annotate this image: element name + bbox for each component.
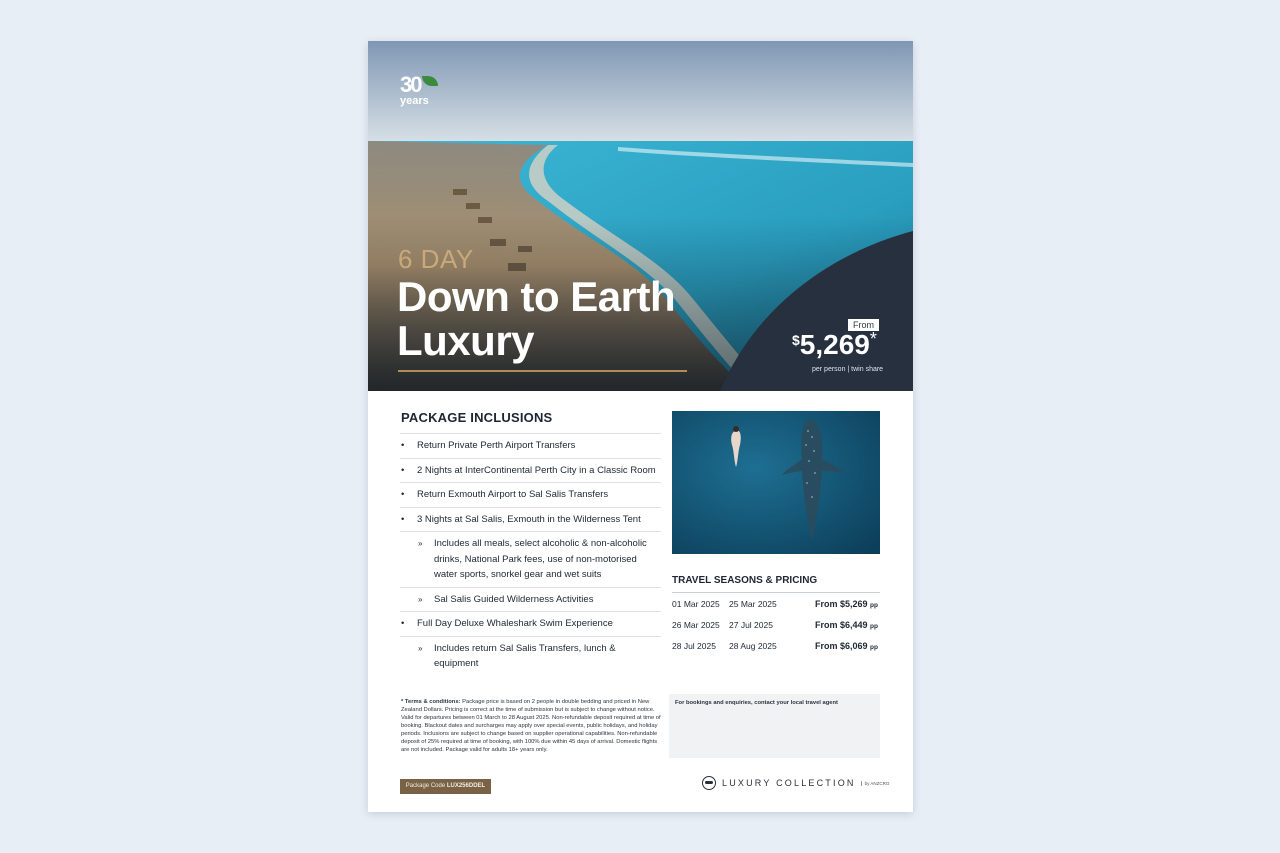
season-start: 26 Mar 2025	[672, 620, 720, 630]
season-end: 25 Mar 2025	[729, 599, 777, 609]
sub-bullet: »	[418, 643, 423, 653]
luxury-collection-logo	[702, 775, 889, 791]
terms-and-conditions	[401, 698, 661, 754]
bullet: •	[401, 618, 405, 629]
contact-text: For bookings and enquiries, contact your local travel agent	[675, 700, 838, 706]
title-divider	[398, 370, 687, 372]
season-price	[815, 641, 878, 651]
inclusion-item	[400, 458, 661, 483]
bullet: •	[401, 489, 405, 500]
seasons-heading: TRAVEL SEASONS & PRICING	[672, 575, 818, 586]
brand-by: by ANZCRO	[861, 781, 890, 786]
season-price	[815, 599, 878, 609]
logo-label: years	[400, 95, 429, 107]
terms-label: * Terms & conditions:	[401, 699, 461, 705]
season-row	[672, 620, 880, 634]
season-price	[815, 620, 878, 630]
season-row	[672, 641, 880, 655]
package-code-badge	[400, 779, 491, 794]
price-note: per person | twin share	[812, 366, 884, 373]
inclusion-item	[400, 433, 661, 458]
inclusion-text: Includes return Sal Salis Transfers, lunch & equipment	[434, 642, 616, 669]
inclusions-heading: PACKAGE INCLUSIONS	[401, 410, 553, 425]
trip-duration: 6 DAY	[398, 244, 474, 274]
whaleshark-photo	[672, 411, 880, 554]
season-end: 27 Jul 2025	[729, 620, 773, 630]
inclusion-text: Sal Salis Guided Wilderness Activities	[434, 593, 594, 605]
brand-mark-icon	[702, 776, 716, 790]
agent-contact-box	[669, 694, 880, 758]
price-currency: $	[792, 332, 800, 348]
inclusion-text: Return Exmouth Airport to Sal Salis Transfers	[417, 489, 609, 500]
season-price-value: From $6,449	[815, 620, 868, 630]
sub-bullet: »	[418, 594, 423, 604]
inclusion-subitem	[400, 636, 661, 676]
bullet: •	[401, 440, 405, 451]
season-price-value: From $6,069	[815, 641, 868, 651]
inclusion-text: 3 Nights at Sal Salis, Exmouth in the Wilderness Tent	[417, 513, 641, 525]
seasons-divider	[672, 592, 880, 593]
inclusion-text: Full Day Deluxe Whaleshark Swim Experience	[417, 618, 613, 629]
season-end: 28 Aug 2025	[729, 641, 777, 651]
headline-price	[792, 329, 877, 361]
sub-bullet: »	[418, 539, 423, 548]
flyer-page	[368, 41, 913, 812]
inclusion-text: Return Private Perth Airport Transfers	[417, 440, 576, 451]
season-start: 01 Mar 2025	[672, 599, 720, 609]
inclusion-item	[400, 482, 661, 507]
inclusion-subitem	[400, 531, 661, 587]
inclusions-list	[400, 433, 661, 676]
from-label: From	[848, 319, 879, 331]
season-price-unit: pp	[870, 623, 878, 630]
inclusion-item	[400, 507, 661, 532]
inclusion-text: Includes all meals, select alcoholic & non-alcoholic drinks, National Park fees, use of non-motorised water sports, snorkel gear and wet suits	[434, 538, 647, 580]
package-code-label: Package Code	[405, 783, 446, 789]
terms-text: Package price is based on 2 people in double bedding and priced in New Zealand Dollars. Pricing is correct at the time of submission but is subject to change without notice. Valid for departures between 01 March to 28 August 2025. Non-refundable deposit required at time of booking. Blackout dates and surcharges may apply over special events, public holidays, and holiday periods. Inclusions are subject to change based on supplier operational capabilities. Non-refundable deposit of 25% required at time of booking, with 100% due within 45 days of arrival. Domestic flights are not included. Package valid for adults 18+ years only.	[401, 699, 661, 753]
bullet: •	[401, 464, 405, 476]
logo-number: 30	[400, 72, 421, 97]
inclusion-item	[400, 611, 661, 636]
inclusion-text: 2 Nights at InterContinental Perth City in a Classic Room	[417, 464, 656, 476]
hero-banner	[368, 41, 913, 391]
30-years-logo	[400, 74, 446, 114]
price-value: 5,269	[799, 329, 870, 360]
price-asterisk: *	[869, 329, 877, 349]
package-title: Down to Earth Luxury	[397, 273, 676, 364]
bullet: •	[401, 513, 405, 525]
inclusion-subitem	[400, 587, 661, 612]
season-price-value: From $5,269	[815, 599, 868, 609]
season-row	[672, 599, 880, 613]
season-price-unit: pp	[870, 644, 878, 651]
season-start: 28 Jul 2025	[672, 641, 716, 651]
package-code: LUX256DDEL	[446, 783, 486, 789]
season-price-unit: pp	[870, 602, 878, 609]
brand-name: LUXURY COLLECTION	[722, 778, 856, 788]
